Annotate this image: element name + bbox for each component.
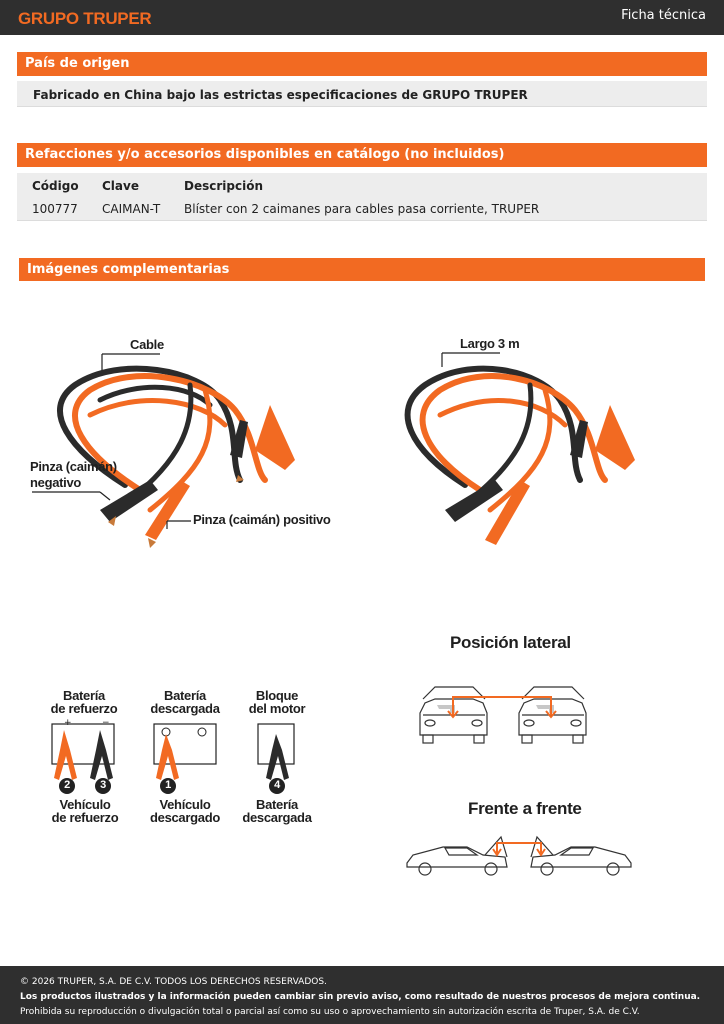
svg-text:−: − [102,718,110,728]
label-engine-block-line2: del motor [248,701,306,716]
leader-line-length [440,351,520,371]
label-booster-battery-line1: Batería [63,688,105,703]
header-bar [0,0,724,35]
front-to-front-cars-image [405,833,633,881]
label-dead-vehicle-line1: Vehículo [159,797,211,812]
label-negative-clamp-line1: Pinza (caimán) [30,459,117,474]
brand-logo: GRUPO TRUPER [18,9,152,28]
step-badge-3: 3 [100,779,106,791]
step-badges [58,777,298,797]
table-row [0,202,724,218]
step-badge-2: 2 [64,779,70,791]
footer-notice: Los productos ilustrados y la información pueden cambiar sin previo aviso, como resultado de nuestros procesos de mejora continua. [20,992,701,1002]
footer [0,966,724,1024]
cell-key: CAIMAN-T [102,202,161,216]
footer-copyright: © 2026 TRUPER, S.A. DE C.V. TODOS LOS DERECHOS RESERVADOS. [20,977,327,987]
column-header-description: Descripción [184,179,263,193]
label-booster-vehicle-line1: Vehículo [59,797,111,812]
svg-text:+: + [64,718,72,728]
leader-line-negative [30,490,120,510]
step-badge-4: 4 [274,779,280,791]
label-dead-battery-line1: Batería [164,688,206,703]
footer-prohibition: Prohibida su reproducción o divulgación total o parcial así como su uso o aprovechamiento sin autorización escrita de Truper, S.A. de C.V. [20,1007,640,1017]
table-header-row [0,179,724,195]
label-dead-vehicle-line2: descargado [150,810,220,825]
document-type: Ficha técnica [621,8,706,23]
label-dead-battery-line2: descargada [150,701,220,716]
step-badge-1: 1 [165,779,171,791]
origin-text: Fabricado en China bajo las estrictas especificaciones de GRUPO TRUPER [33,88,528,102]
leader-line-cable [100,352,180,372]
label-positive-clamp: Pinza (caimán) positivo [193,512,331,527]
leader-line-positive [165,515,195,530]
label-engine-block-line1: Bloque [255,688,299,703]
label-side-position: Posición lateral [450,633,571,652]
images-section-header: Imágenes complementarias [19,258,705,281]
origin-row [17,81,707,107]
cell-description: Blíster con 2 caimanes para cables pasa corriente, TRUPER [184,202,540,216]
label-negative-clamp-line2: negativo [30,475,82,490]
origin-section-header: País de origen [17,52,707,76]
accessories-section-header: Refacciones y/o accesorios disponibles en catálogo (no incluidos) [17,143,707,167]
label-front-to-front: Frente a frente [468,799,582,818]
column-header-key: Clave [102,179,139,193]
column-header-code: Código [32,179,79,193]
label-length: Largo 3 m [460,336,520,351]
label-cable: Cable [130,337,164,352]
jumper-cables-length-image [390,340,650,550]
label-booster-vehicle-line2: de refuerzo [51,810,119,825]
cell-code: 100777 [32,202,78,216]
label-dead-battery-bottom-line1: Batería [256,797,298,812]
label-dead-battery-bottom-line2: descargada [242,810,312,825]
side-position-cars-image [415,683,590,748]
label-booster-battery-line2: de refuerzo [50,701,118,716]
